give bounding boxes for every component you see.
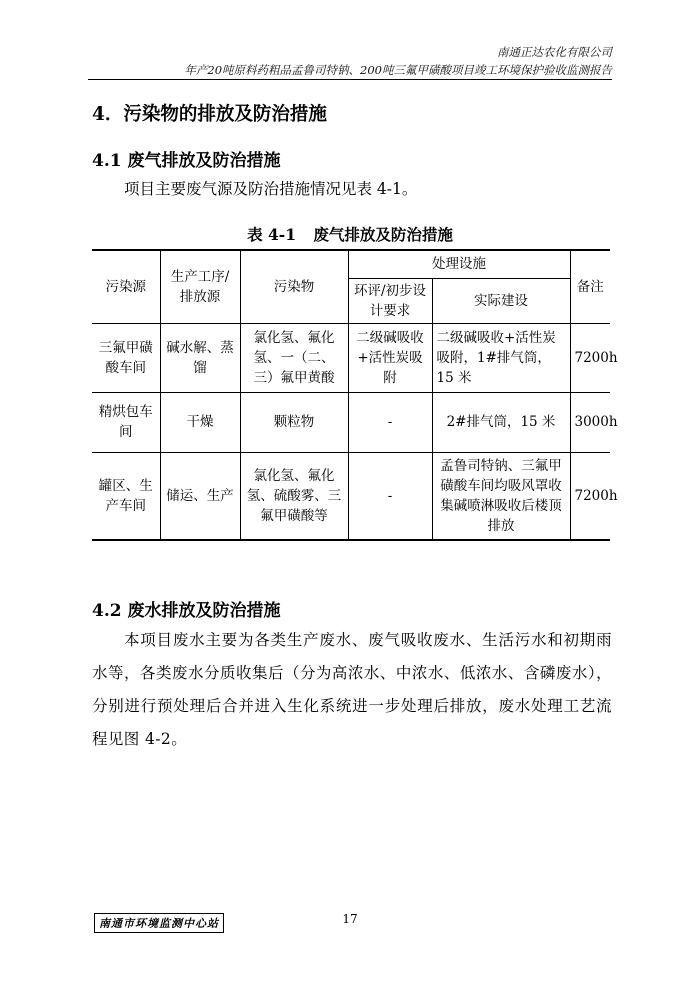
- section-4-2-heading: 4.2 废水排放及防治措施: [92, 601, 281, 621]
- cell-actual: 2#排气筒，15 米: [432, 392, 570, 452]
- section-4-2-body: 本项目废水主要为各类生产废水、废气吸收废水、生活污水和初期雨水等，各类废水分质收集后（分为高浓水、中浓水、低浓水、含磷废水），分别进行预处理后合并进入生化系统进一步处理后排放，废水处理工艺流程见图 4-2。: [92, 631, 612, 748]
- header-process: 生产工序/排放源: [160, 250, 240, 323]
- monitoring-station-stamp: 南通市环境监测中心站: [94, 913, 224, 933]
- cell-pollutant: 氯化氢、氟化氢、硫酸雾、三氟甲磺酸等: [240, 452, 348, 540]
- table-row: [92, 452, 610, 540]
- section-4-heading: 4．污染物的排放及防治措施: [92, 104, 327, 125]
- section-4-1-intro: 项目主要废气源及防治措施情况见表 4-1。: [124, 180, 418, 198]
- section-4-1-heading: 4.1 废气排放及防治措施: [92, 151, 281, 171]
- header-report-title: 年产20吨原料药粗品孟鲁司特钠、200吨三氟甲磺酸项目竣工环境保护验收监测报告: [184, 63, 612, 77]
- header-source: 污染源: [92, 250, 160, 323]
- cell-process: 储运、生产: [160, 452, 240, 540]
- table-row: [92, 323, 610, 392]
- table-caption-number: 表 4-1: [247, 225, 296, 244]
- header-rule: [88, 79, 612, 80]
- header-eia: 环评/初步设计要求: [348, 278, 432, 323]
- cell-remark: 3000h: [570, 392, 610, 452]
- exhaust-gas-table: [92, 249, 618, 541]
- header-remark: 备注: [570, 250, 610, 323]
- cell-source: 精烘包车间: [92, 392, 160, 452]
- cell-actual: 二级碱吸收+活性炭吸附，1#排气筒，15 米: [432, 323, 570, 392]
- cell-eia: -: [348, 392, 432, 452]
- cell-remark: 7200h: [570, 323, 610, 392]
- table-header-row: [92, 250, 610, 278]
- cell-process: 碱水解、蒸馏: [160, 323, 240, 392]
- header-actual: 实际建设: [432, 278, 570, 323]
- cell-actual: 孟鲁司特钠、三氟甲磺酸车间均吸风罩收集碱喷淋吸收后楼顶排放: [432, 452, 570, 540]
- cell-eia: 二级碱吸收+活性炭吸附: [348, 323, 432, 392]
- cell-remark: 7200h: [570, 452, 610, 540]
- header-company: 南通正达农化有限公司: [497, 45, 612, 59]
- table-caption-text: 废气排放及防治措施: [313, 225, 453, 244]
- page-number: 17: [342, 912, 358, 926]
- table-caption: [0, 223, 700, 245]
- header-pollutant: 污染物: [240, 250, 348, 323]
- cell-eia: -: [348, 452, 432, 540]
- header-facility: 处理设施: [348, 250, 570, 278]
- cell-pollutant: 氯化氢、氟化氢、一（二、三）氟甲黄酸: [240, 323, 348, 392]
- table-row: [92, 392, 610, 452]
- cell-process: 干燥: [160, 392, 240, 452]
- cell-pollutant: 颗粒物: [240, 392, 348, 452]
- cell-source: 罐区、生产车间: [92, 452, 160, 540]
- cell-source: 三氟甲磺酸车间: [92, 323, 160, 392]
